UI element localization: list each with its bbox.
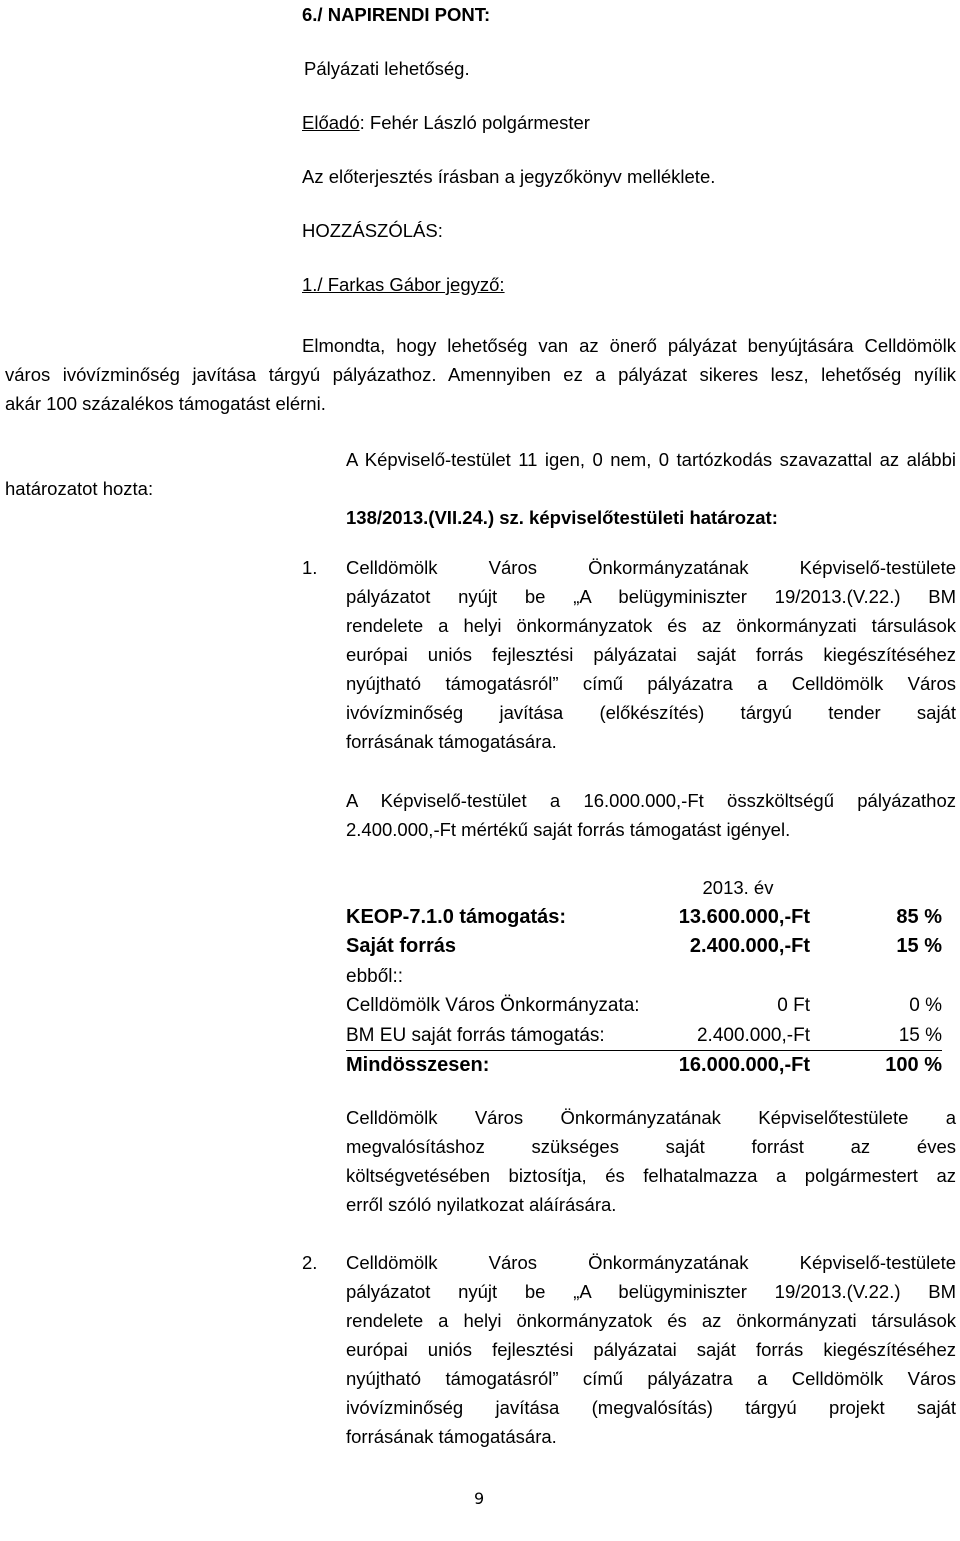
year-header: 2013. év bbox=[702, 877, 774, 899]
item1-cost-line: 2.400.000,-Ft mértékű saját forrás támogatást igényel. bbox=[346, 819, 791, 840]
item1-number: 1. bbox=[302, 557, 318, 578]
finance-amount: 2.400.000,-Ft bbox=[666, 1021, 810, 1051]
finance-percent bbox=[810, 962, 942, 992]
item2-line: európai uniós fejlesztési pályázatai saját forrás kiegészítéséhez bbox=[346, 1339, 956, 1360]
item1-line: nyújtható támogatásról” című pályázatra a Celldömölk Város bbox=[346, 673, 956, 694]
finance-amount: 13.600.000,-Ft bbox=[678, 905, 810, 928]
finance-row-bm-eu bbox=[346, 1021, 942, 1051]
item2-paragraph bbox=[346, 1248, 956, 1451]
item1-line: ivóvízminőség javítása (előkészítés) tárgyú tender saját bbox=[346, 702, 956, 723]
finance-amount bbox=[666, 962, 810, 992]
finance-amount: 2.400.000,-Ft bbox=[689, 935, 810, 958]
commitment-paragraph bbox=[346, 1103, 956, 1219]
finance-label: KEOP-7.1.0 támogatás: bbox=[346, 905, 567, 928]
finance-header-row bbox=[346, 873, 942, 903]
vote-text: A Képviselő-testület 11 igen, 0 nem, 0 tartózkodás szavazattal az alábbi bbox=[346, 449, 956, 470]
attachment-note: Az előterjesztés írásban a jegyzőkönyv melléklete. bbox=[302, 166, 716, 187]
vote-tail: határozatot hozta: bbox=[5, 478, 154, 499]
finance-row-total bbox=[346, 1051, 942, 1081]
presenter-label: Előadó bbox=[302, 112, 360, 133]
item1-cost-line: A Képviselő-testület a 16.000.000,-Ft összköltségű pályázathoz bbox=[346, 790, 956, 811]
item1-line: rendelete a helyi önkormányzatok és az önkormányzati társulások bbox=[346, 615, 956, 636]
item2-line: pályázatot nyújt be „A belügyminiszter 19/2013.(V.22.) BM bbox=[346, 1281, 956, 1302]
finance-percent: 15 % bbox=[810, 1021, 942, 1051]
speaker-text-line-3: akár 100 százalékos támogatást elérni. bbox=[5, 393, 326, 414]
speaker-text-line-1: Elmondta, hogy lehetőség van az önerő pályázat benyújtására Celldömölk bbox=[302, 335, 956, 356]
finance-row-own-source bbox=[346, 932, 942, 962]
presenter-line bbox=[302, 108, 590, 137]
resolution-number: 138/2013.(VII.24.) sz. bbox=[346, 507, 524, 528]
finance-row-of-which bbox=[346, 962, 942, 992]
commitment-line: erről szóló nyilatkozat aláírására. bbox=[346, 1194, 617, 1215]
finance-amount: 0 Ft bbox=[777, 995, 810, 1017]
agenda-heading: 6./ NAPIRENDI PONT: bbox=[302, 4, 491, 25]
finance-label: Mindösszesen: bbox=[346, 1054, 490, 1077]
speaker-label: 1./ Farkas Gábor jegyző: bbox=[302, 274, 505, 295]
finance-label: Celldömölk Város Önkormányzata: bbox=[346, 995, 640, 1017]
discussion-label: HOZZÁSZÓLÁS: bbox=[302, 220, 443, 241]
finance-label: BM EU saját forrás támogatás: bbox=[346, 1021, 666, 1051]
agenda-subject: Pályázati lehetőség. bbox=[304, 58, 470, 79]
finance-row-municipality bbox=[346, 991, 942, 1021]
finance-percent: 0 % bbox=[909, 995, 942, 1017]
item1-paragraph bbox=[346, 553, 956, 756]
presenter-sep: : bbox=[359, 112, 365, 133]
finance-percent: 85 % bbox=[896, 905, 942, 928]
item2-number: 2. bbox=[302, 1252, 318, 1273]
finance-percent: 100 % bbox=[885, 1054, 942, 1077]
finance-label: ebből:: bbox=[346, 965, 404, 987]
resolution-title bbox=[346, 503, 778, 532]
resolution-type: képviselőtestületi határozat: bbox=[523, 507, 778, 528]
finance-percent: 15 % bbox=[896, 935, 942, 958]
item2-line: nyújtható támogatásról” című pályázatra a Celldömölk Város bbox=[346, 1368, 956, 1389]
presenter-name: Fehér László polgármester bbox=[364, 112, 590, 133]
item1-line: forrásának támogatására. bbox=[346, 731, 557, 752]
item2-line: ivóvízminőség javítása (megvalósítás) tárgyú projekt saját bbox=[346, 1397, 956, 1418]
finance-row-keop bbox=[346, 903, 942, 933]
finance-label: Saját forrás bbox=[346, 935, 457, 958]
commitment-line: költségvetésében biztosítja, és felhatalmazza a polgármestert az bbox=[346, 1165, 956, 1186]
page-number: 9 bbox=[474, 1489, 485, 1508]
finance-table bbox=[346, 873, 942, 1081]
item2-line: Celldömölk Város Önkormányzatának Képviselő-testülete bbox=[346, 1252, 956, 1273]
item1-line: európai uniós fejlesztési pályázatai saját forrás kiegészítéséhez bbox=[346, 644, 956, 665]
item1-cost-paragraph bbox=[346, 786, 956, 844]
commitment-line: megvalósításhoz szükséges saját forrást az éves bbox=[346, 1136, 956, 1157]
commitment-line: Celldömölk Város Önkormányzatának Képviselőtestülete a bbox=[346, 1107, 956, 1128]
item2-line: rendelete a helyi önkormányzatok és az önkormányzati társulások bbox=[346, 1310, 956, 1331]
speaker-text-line-2: város ivóvízminőség javítása tárgyú pályázathoz. Amennyiben ez a pályázat sikeres lesz, lehetőség nyílik bbox=[5, 364, 956, 385]
item1-line: Celldömölk Város Önkormányzatának Képviselő-testülete bbox=[346, 557, 956, 578]
finance-amount: 16.000.000,-Ft bbox=[678, 1054, 810, 1077]
item1-line: pályázatot nyújt be „A belügyminiszter 19/2013.(V.22.) BM bbox=[346, 586, 956, 607]
item2-line: forrásának támogatására. bbox=[346, 1426, 557, 1447]
